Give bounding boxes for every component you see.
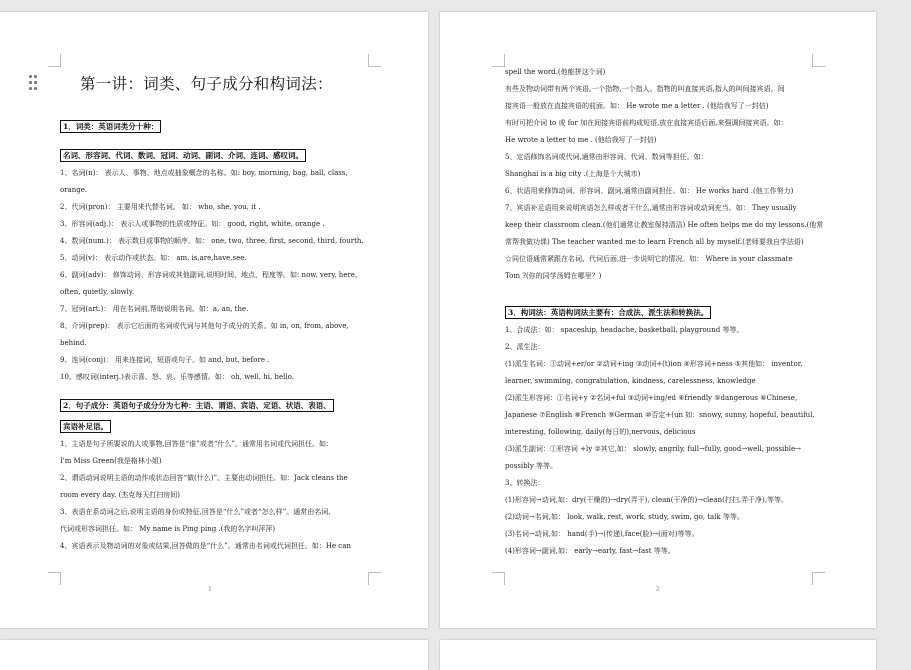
- text-line: Japanese ⑦English ⑧French ⑨German ⑩否定+(un 如：snowy, sunny, hopeful, beautiful,: [505, 411, 815, 419]
- text-line: often, quietly, slowly.: [60, 288, 135, 296]
- paragraph-list: [60, 165, 368, 386]
- text-line: 4、数词(num.)： 表示数目或事物的顺序。如： one, two, three, first, second, third, fourth.: [60, 237, 364, 245]
- section-heading: 3．构词法：英语构词法主要有：合成法、派生法和转换法。: [505, 306, 711, 319]
- section-heading: 名词、形容词、代词、数词、冠词、动词、副词、介词、连词、感叹词。: [60, 149, 306, 162]
- document-page-4[interactable]: [440, 640, 876, 670]
- margin-corner-mark: [48, 54, 61, 67]
- text-line: Shanghai is a big city .(上海是个大城市): [505, 170, 641, 178]
- text-line: 1、合成法：如： spaceship, headache, basketball, playground 等等。: [505, 326, 744, 334]
- text-line: 6、副词(adv)： 修饰动词、形容词或其他副词,说明时间、地点、程度等。如: now, very, here,: [60, 271, 358, 279]
- document-title: 第一讲：词类、句子成分和构词法：: [80, 75, 333, 93]
- page-2-body: [505, 64, 824, 560]
- text-line: 7、宾语补足语用来说明宾语怎么样或者干什么,通常由形容词或动词充当。如： They usually: [505, 204, 797, 212]
- document-page-2[interactable]: [440, 12, 876, 628]
- page-1-body: [60, 119, 368, 555]
- text-line: 7、冠词(art.)： 用在名词前,帮助说明名词。如：a, an, the.: [60, 305, 249, 313]
- margin-corner-mark: [492, 572, 505, 585]
- text-line: 3、转换法：: [505, 479, 545, 487]
- page-number: 2: [656, 586, 660, 593]
- text-line: (4)形容词→副词,如： early→early, fast→fast 等等。: [505, 547, 675, 555]
- text-line: (2)派生形容词：①名词+y ②名词+ful ③动词+ing/ed ④friendly ⑤dangerous ⑥Chinese,: [505, 394, 798, 402]
- text-line: (3)名词→动词,如： hand(手)→(传递),face(脸)→(面对)等等。: [505, 530, 699, 538]
- text-line: 3、形容词(adj.)： 表示人或事物的性质或特征。如： good, right, white, orange .: [60, 220, 325, 228]
- text-line: 6、状语用来修饰动词、形容词、副词,通常由副词担任。如： He works hard .(他工作努力): [505, 187, 794, 195]
- text-line: 10、感叹词(interj.)表示喜、怒、哀、乐等感情。如： oh, well, hi, hello.: [60, 373, 294, 381]
- text-line: behind.: [60, 339, 87, 347]
- margin-corner-mark: [812, 572, 825, 585]
- text-line: interesting, following, daily(每日的),nervous, delicious: [505, 428, 696, 436]
- section-heading: 1．词类：英语词类分十种：: [60, 120, 161, 133]
- document-page-3[interactable]: [0, 640, 428, 670]
- text-line: (1)形容词→动词,如：dry(干燥的)→dry(弄干), clean(干净的)→clean(打扫,弄干净),等等。: [505, 496, 789, 504]
- text-line: 5、定语修饰名词或代词,通常由形容词、代词、数词等担任。如：: [505, 153, 708, 161]
- text-line: room every day. (杰克每天打扫房间): [60, 491, 180, 499]
- drag-handle-icon[interactable]: [29, 75, 39, 91]
- text-line: keep their classroom clean.(他们通常让教室保持清洁) He often helps me do my lessons.(他常: [505, 221, 824, 229]
- text-line: 2、代词(pron)： 主要用来代替名词。 如： who, she, you, it .: [60, 203, 261, 211]
- text-line: I'm Miss Green(我是格林小姐): [60, 457, 162, 465]
- text-line: 2、谓语动词说明主语的动作或状态回答“做(什么)”。主要由动词担任。如：Jack cleans the: [60, 474, 348, 482]
- text-line: 9、连词(conj)： 用来连接词、短语或句子。如 and, but, before .: [60, 356, 270, 364]
- text-line: possibly 等等。: [505, 462, 558, 470]
- margin-corner-mark: [368, 572, 381, 585]
- text-line: 1、名词(n)： 表示人、事物、地点或抽象概念的名称。如: boy, morning, bag, ball, class, orange.: [60, 169, 348, 194]
- text-line: ☆同位语通常紧跟在名词、代词后面,进一步说明它的情况。如： Where is your classmate: [505, 255, 793, 263]
- text-line: 常帮我做功课) The teacher wanted me to learn French all by myself.(老师要我自学法语): [505, 238, 804, 246]
- text-line: 接宾语一般放在直接宾语的前面。如： He wrote me a letter . (他给我写了一封信): [505, 102, 769, 110]
- text-line: learner, swimming, congratulation, kindness, carelessness, knowledge: [505, 377, 756, 385]
- text-line: He wrote a letter to me . (他给我写了一封信): [505, 136, 657, 144]
- paragraph-list: [505, 64, 824, 285]
- text-line: 3、表语在系动词之后,说明主语的身份或特征,回答是“什么”或者“怎么样”。通常由名词、: [60, 508, 336, 516]
- paragraph-list: [60, 436, 368, 555]
- section-heading: 2．句子成分：英语句子成分分为七种：主语、谓语、宾语、定语、状语、表语、: [60, 399, 334, 412]
- text-line: 有时可把介词 to 或 for 加在间接宾语前构成短语,放在直接宾语后面,来强调间接宾语。如：: [505, 119, 788, 127]
- margin-corner-mark: [48, 572, 61, 585]
- text-line: (2)动词→名词,如： look, walk, rest, work, study, swim, go, talk 等等。: [505, 513, 744, 521]
- text-line: 代词或形容词担任。如： My name is Ping ping .(我的名字叫萍萍): [60, 525, 276, 533]
- text-line: 5、动词(v)： 表示动作或状态。如： am, is,are,have,see.: [60, 254, 247, 262]
- text-line: 2、派生法：: [505, 343, 545, 351]
- text-line: 4、宾语表示及物动词的对象或结果,回答做的是“什么”。通常由名词或代词担任。如：He can: [60, 542, 351, 550]
- text-line: 有些及物动词带有两个宾语,一个指物,一个指人。指物的叫直接宾语,指人的叫间接宾语。间: [505, 85, 785, 93]
- section-heading: 宾语补足语。: [60, 420, 111, 433]
- text-line: 1、主语是句子所要说的人或事物,回答是“谁”或者“什么”。通常用名词或代词担任。如：: [60, 440, 333, 448]
- document-page-1[interactable]: [0, 12, 428, 628]
- text-line: Tom ?(你的同学汤姆在哪里？): [505, 272, 602, 280]
- page-number: 1: [208, 586, 212, 593]
- margin-corner-mark: [492, 54, 505, 67]
- margin-corner-mark: [368, 54, 381, 67]
- paragraph-list: [505, 322, 824, 560]
- text-line: 8、介词(prep)： 表示它后面的名词或代词与其他句子成分的关系。如 in, on, from, above,: [60, 322, 349, 330]
- text-line: spell the word.(他能拼这个词): [505, 68, 606, 76]
- scrollbar[interactable]: [886, 0, 911, 659]
- text-line: (3)派生副词：①形容词 +ly ②其它,如： slowly, angrily, full→fully, good→well, possible→: [505, 445, 802, 453]
- text-line: (1)派生名词：①动词+er/or ②动词+ing ③动词+(t)ion ④形容词+ness ⑤其他如： inventor,: [505, 360, 803, 368]
